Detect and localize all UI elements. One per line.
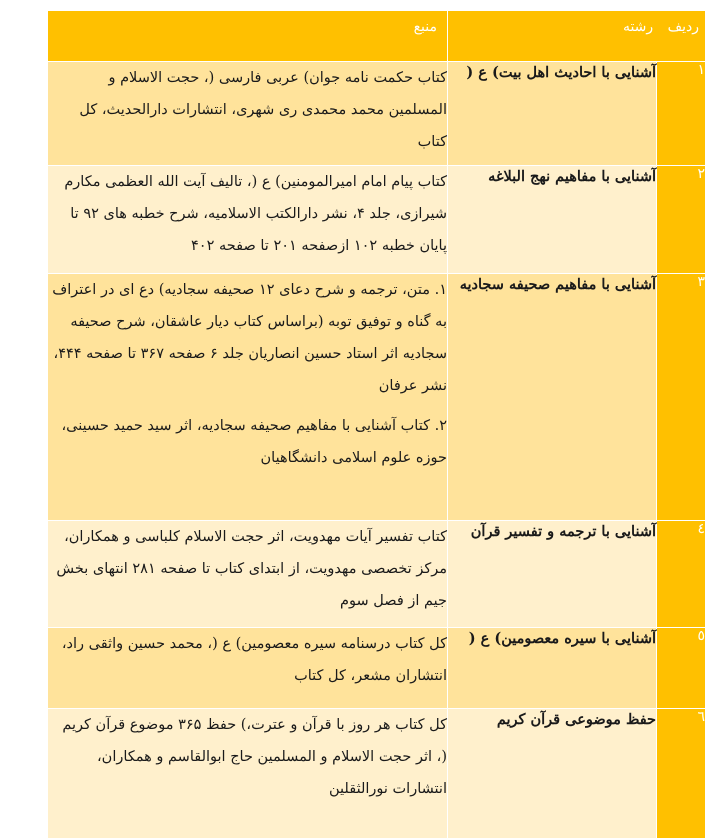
source-cell (48, 166, 448, 274)
source-cell (48, 521, 448, 628)
source-text: کتاب تفسیر آیات مهدویت، اثر حجت الاسلام کلباسی و همکاران، مرکز تخصصی مهدویت، از ابتدای کتاب تا صفحه ۲۸۱ انتهای بخش جیم از فصل سوم (56, 529, 447, 609)
table-row (48, 709, 706, 838)
table-header-row (48, 11, 706, 62)
source-cell (48, 274, 448, 521)
row-number-cell: ۱ (657, 62, 706, 166)
row-number-cell: ٤ (657, 521, 706, 628)
source-text: کتاب پیام امام امیرالمومنین) ع (، تالیف آیت الله العظمی مکارم شیرازی، جلد ۴، نشر دارالکتب الاسلامیه، شرح خطبه های ۹۲ تا پایان خطبه ۱۰۲ ازصفحه ۲۰۱ تا صفحه ۴۰۲ (64, 174, 447, 254)
subject-cell: آشنایی با مفاهیم صحیفه سجادیه (448, 274, 657, 521)
source-cell (48, 709, 448, 838)
source-text: کتاب حکمت نامه جوان) عربی فارسی (، حجت الاسلام و المسلمین محمد محمدی ری شهری، انتشارات دارالحدیث، کل کتاب (79, 70, 447, 150)
source-cell (48, 62, 448, 166)
source-text: کل کتاب هر روز با قرآن و عترت،) حفظ ۳۶۵ موضوع قرآن کریم (، اثر حجت الاسلام و المسلمین حاج ابوالقاسم و همکاران، انتشارات نورالثقلین (62, 717, 447, 797)
table-row (48, 628, 706, 709)
header-source-label: منبع (413, 19, 437, 35)
header-subject-label: رشته (622, 19, 654, 35)
table-row (48, 62, 706, 166)
source-text-item-2: ۲. کتاب آشنایی با مفاهیم صحیفه سجادیه، اثر سید حمید حسینی، حوزه علوم اسلامی دانشگاهیان (61, 418, 447, 466)
header-row-number-label: ردیف (667, 19, 700, 35)
subject-cell: حفظ موضوعی قرآن کریم (448, 709, 657, 838)
header-row-and-subject (448, 11, 706, 62)
row-number-cell: ٦ (657, 709, 706, 838)
table-row (48, 521, 706, 628)
source-text: کل کتاب درسنامه سیره معصومین) ع (، محمد حسین واثقی راد، انتشاران مشعر، کل کتاب (61, 636, 447, 684)
table-row (48, 166, 706, 274)
subject-cell: آشنایی با احادیث اهل بیت) ع ( (448, 62, 657, 166)
courses-sources-table (47, 10, 706, 838)
header-source (48, 11, 448, 62)
row-number-cell: ۳ (657, 274, 706, 521)
subject-cell: آشنایی با مفاهیم نهج البلاغه (448, 166, 657, 274)
source-cell (48, 628, 448, 709)
subject-cell: آشنایی با سیره معصومین) ع ( (448, 628, 657, 709)
row-number-cell: ٥ (657, 628, 706, 709)
subject-cell: آشنایی با ترجمه و تفسیر قرآن (448, 521, 657, 628)
courses-table-container (47, 10, 705, 838)
table-row (48, 274, 706, 521)
source-text-item-1: ۱. متن، ترجمه و شرح دعای ۱۲ صحیفه سجادیه) دع ای در اعتراف به گناه و توفیق توبه (براساس کتاب دیار عاشقان، شرح صحیفه سجادیه اثر استاد حسین انصاریان جلد ۶ صفحه ۳۶۷ تا صفحه ۴۴۴، نشر عرفان (52, 282, 447, 394)
row-number-cell: ۲ (657, 166, 706, 274)
